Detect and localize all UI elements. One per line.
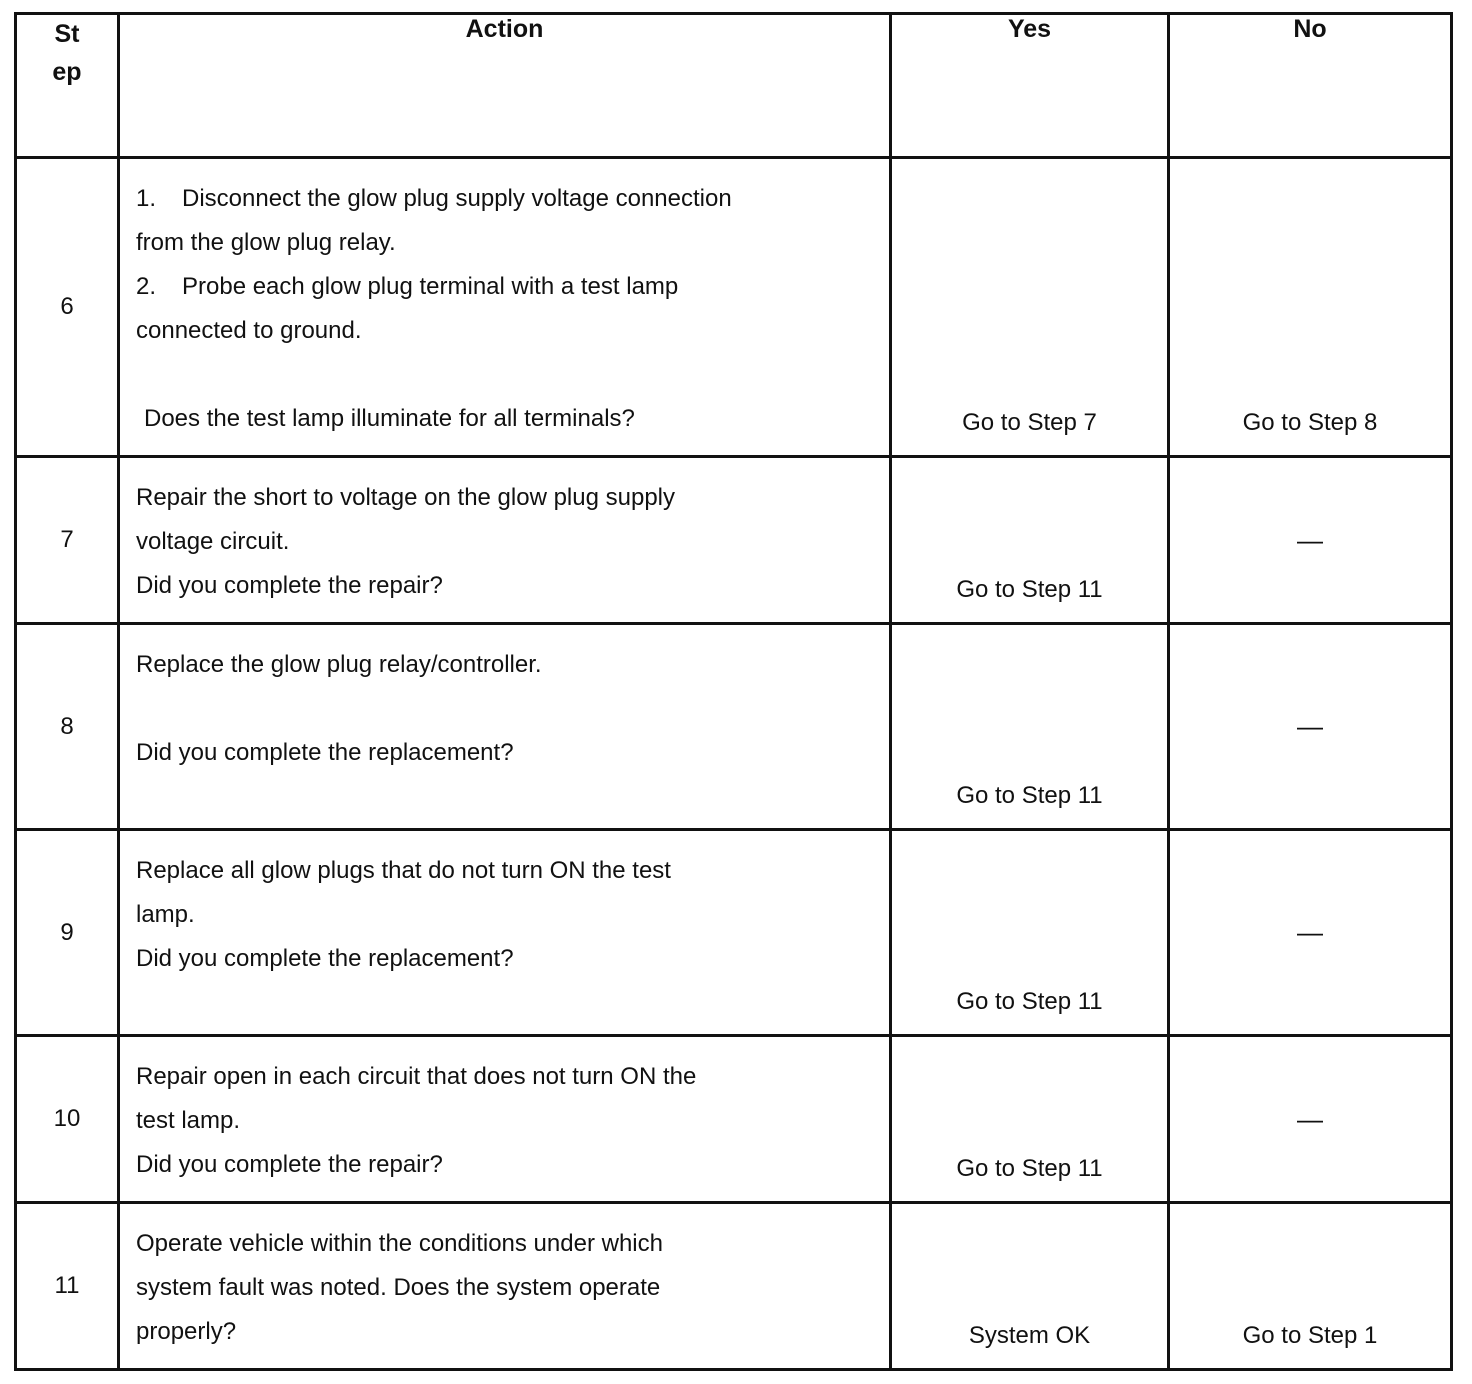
no-cell: [1169, 158, 1452, 457]
table-row: [16, 624, 1452, 830]
action-text: Disconnect the glow plug supply voltage connection: [182, 185, 732, 212]
header-step-line-1: St: [54, 20, 80, 48]
system-ok: System OK: [968, 1322, 1091, 1349]
action-line: Repair the short to voltage on the glow plug supply: [136, 484, 676, 511]
step-number: 9: [16, 830, 119, 1036]
no-cell: [1169, 1203, 1452, 1370]
yes-cell: [891, 158, 1169, 457]
yes-link[interactable]: Go to Step 11: [956, 576, 1103, 603]
step-number: 11: [16, 1203, 119, 1370]
yes-link[interactable]: Go to Step 11: [956, 782, 1103, 809]
action-line: [136, 221, 875, 265]
step-number: 10: [16, 1036, 119, 1203]
step-number: 8: [16, 624, 119, 830]
table-row: [16, 457, 1452, 624]
action-cell: [119, 457, 891, 624]
yes-cell: [891, 830, 1169, 1036]
table-row: [16, 830, 1452, 1036]
table-row: [16, 1036, 1452, 1203]
action-line: voltage circuit.: [136, 528, 290, 555]
action-question: Did you complete the repair?: [136, 1151, 443, 1178]
yes-cell: [891, 457, 1169, 624]
list-number: 1.: [136, 185, 157, 212]
no-cell: —: [1169, 457, 1452, 624]
header-yes-label: Yes: [1007, 15, 1052, 43]
yes-link[interactable]: Go to Step 7: [962, 409, 1097, 436]
action-question: Did you complete the replacement?: [136, 945, 514, 972]
action-question: [136, 397, 875, 441]
action-text: Probe each glow plug terminal with a test lamp: [182, 273, 679, 300]
header-no: [1169, 14, 1452, 158]
yes-cell: [891, 1203, 1169, 1370]
yes-link[interactable]: Go to Step 11: [956, 988, 1103, 1015]
action-line: Operate vehicle within the conditions under which: [136, 1230, 663, 1257]
action-line: Repair open in each circuit that does not turn ON the: [136, 1063, 697, 1090]
action-question: Did you complete the replacement?: [136, 739, 514, 766]
action-line: system fault was noted. Does the system operate: [136, 1274, 661, 1301]
action-cell: [119, 1036, 891, 1203]
header-action: [119, 14, 891, 158]
header-step: [16, 14, 119, 158]
no-cell: —: [1169, 830, 1452, 1036]
diagnostic-table: [14, 12, 1453, 1371]
no-cell: —: [1169, 624, 1452, 830]
yes-cell: [891, 624, 1169, 830]
step-number: 7: [16, 457, 119, 624]
no-link[interactable]: Go to Step 1: [1242, 1322, 1378, 1349]
header-step-line-2: ep: [52, 58, 82, 86]
no-link[interactable]: Go to Step 8: [1242, 409, 1378, 436]
header-row: [16, 14, 1452, 158]
action-line: test lamp.: [136, 1107, 241, 1134]
action-line: properly?: [136, 1318, 237, 1345]
action-line: [136, 309, 875, 353]
action-text: Does the test lamp illuminate for all terminals?: [144, 405, 635, 432]
list-number: 2.: [136, 273, 157, 300]
header-no-label: No: [1293, 15, 1327, 43]
no-cell: —: [1169, 1036, 1452, 1203]
yes-cell: [891, 1036, 1169, 1203]
table-row: [16, 1203, 1452, 1370]
action-line: lamp.: [136, 901, 195, 928]
action-line: Replace all glow plugs that do not turn ON the test: [136, 857, 671, 884]
action-cell: [119, 158, 891, 457]
action-line: [136, 177, 875, 221]
action-question: Did you complete the repair?: [136, 572, 443, 599]
action-cell: [119, 1203, 891, 1370]
action-line: Replace the glow plug relay/controller.: [136, 651, 542, 678]
action-cell: [119, 624, 891, 830]
action-text: connected to ground.: [136, 317, 362, 344]
header-yes: [891, 14, 1169, 158]
action-line: [136, 265, 875, 309]
action-text: from the glow plug relay.: [136, 229, 396, 256]
step-number: 6: [16, 158, 119, 457]
yes-link[interactable]: Go to Step 11: [956, 1155, 1103, 1182]
header-action-label: Action: [465, 15, 544, 43]
action-cell: [119, 830, 891, 1036]
table-row: [16, 158, 1452, 457]
